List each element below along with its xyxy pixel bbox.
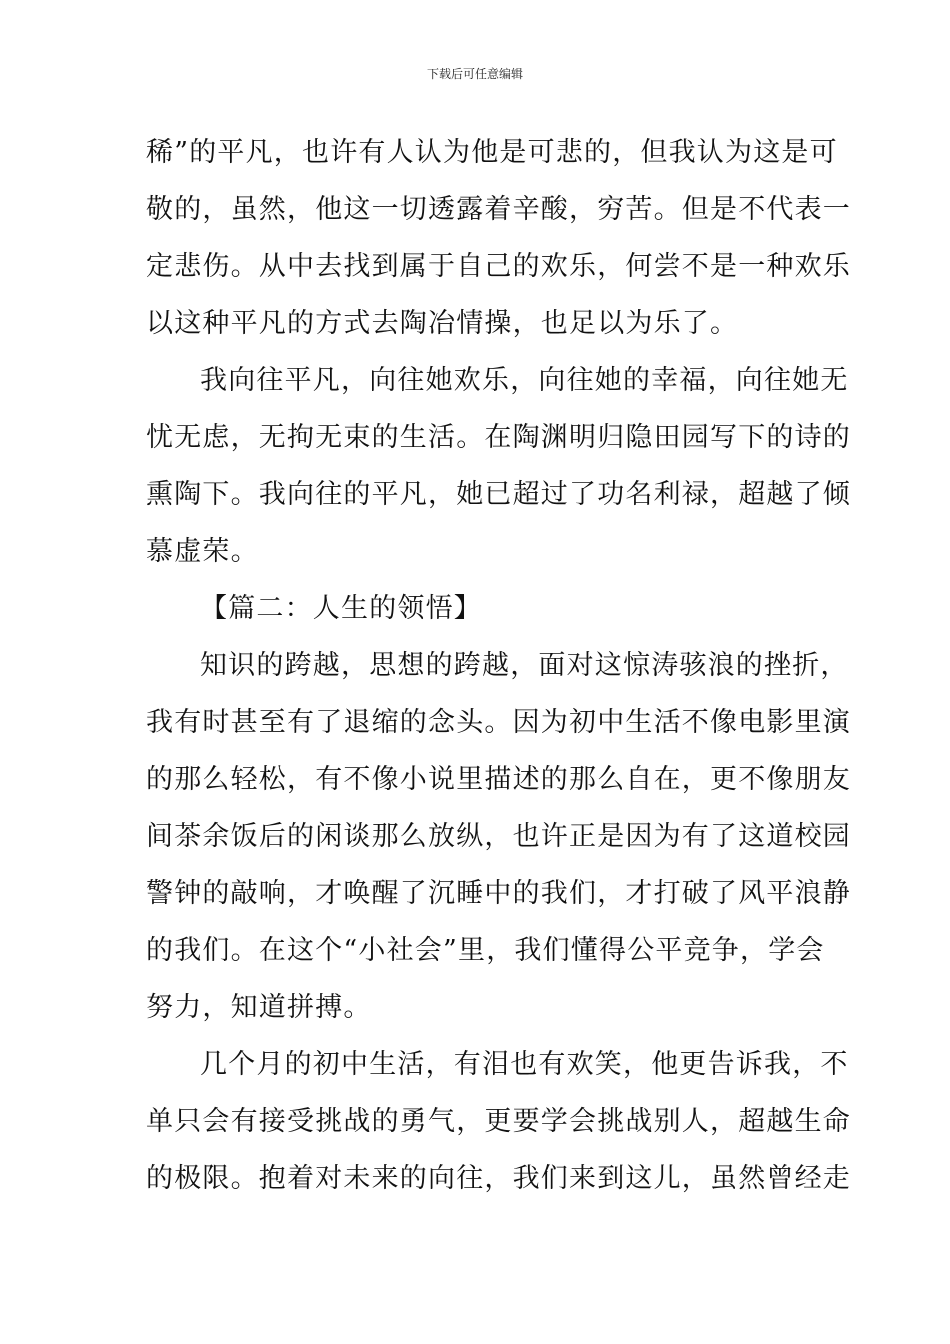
text-line: 慕虚荣。	[146, 536, 259, 567]
text-line: 忧无虑，无拘无束的生活。在陶渊明归隐田园写下的诗的	[146, 422, 851, 453]
paragraph-start-line: 我向往平凡，向往她欢乐，向往她的幸福，向往她无	[200, 365, 849, 396]
text-line: 稀”的平凡，也许有人认为他是可悲的，但我认为这是可	[146, 137, 838, 168]
document-body	[146, 124, 851, 1207]
text-line: 的我们。在这个“小社会”里，我们懂得公平竞争，学会	[146, 935, 825, 966]
text-line: 的那么轻松，有不像小说里描述的那么自在，更不像朋友	[146, 764, 851, 795]
text-line: 以这种平凡的方式去陶冶情操，也足以为乐了。	[146, 308, 739, 339]
text-line: 熏陶下。我向往的平凡，她已超过了功名利禄，超越了倾	[146, 479, 851, 510]
text-line: 我有时甚至有了退缩的念头。因为初中生活不像电影里演	[146, 707, 851, 738]
text-line: 单只会有接受挑战的勇气，更要学会挑战别人，超越生命	[146, 1106, 851, 1137]
text-line: 敬的，虽然，他这一切透露着辛酸，穷苦。但是不代表一	[146, 194, 851, 225]
text-line: 努力，知道拼搏。	[146, 992, 372, 1023]
text-line: 间茶余饭后的闲谈那么放纵，也许正是因为有了这道校园	[146, 821, 851, 852]
text-line: 的极限。抱着对未来的向往，我们来到这儿，虽然曾经走	[146, 1163, 851, 1194]
section-heading: 【篇二：人生的领悟】	[200, 593, 482, 624]
text-line: 警钟的敲响，才唤醒了沉睡中的我们，才打破了风平浪静	[146, 878, 851, 909]
paragraph-start-line: 几个月的初中生活，有泪也有欢笑，他更告诉我，不	[200, 1049, 849, 1080]
paragraph-start-line: 知识的跨越，思想的跨越，面对这惊涛骇浪的挫折，	[200, 650, 849, 681]
text-line: 定悲伤。从中去找到属于自己的欢乐，何尝不是一种欢乐	[146, 251, 851, 282]
page-header: 下载后可任意编辑	[426, 67, 523, 81]
